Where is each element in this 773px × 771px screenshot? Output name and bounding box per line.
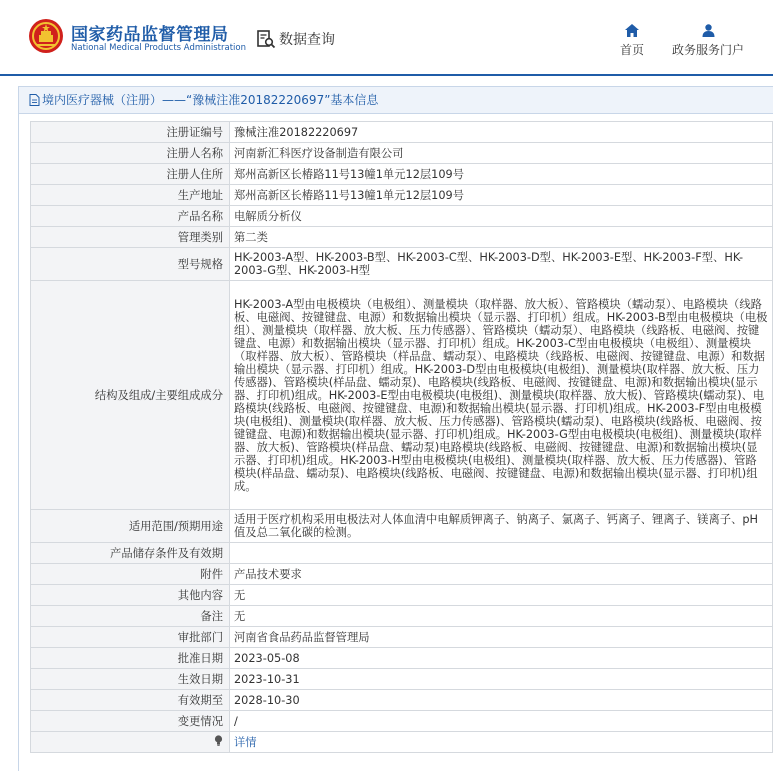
field-value: HK-2003-A型由电极模块（电极组）、测量模块（取样器、放大板）、管路模块（蠕动泵）、电路模块（线路板、电磁阀、按键键盘、电源）和数据输出模块（显示器、打印机）组成。HK-2003-B型由电极模块（电极组）、测量模块（取样器、放大板、压力传感器）、管路模块（蠕动泵）、电路模块（线路板、电磁阀、按键键盘、电源）和数据输出模块（显示器、打印机）组成。HK-2003-C型由电极模块（电极组）、测量模块（取样器、放大板）、管路模块（样品盘、蠕动泵）、电路模块（线路板、电磁阀、按键键盘、电源）和数据输出模块（显示器、打印机）组成。HK-2003-D型由电极模块(电极组)、测量模块(取样器、放大板、压力传感器)、管路模块(样品盘、蠕动泵)、电路模块(线路板、电磁阀、按键键盘、电源)和数据输出模块(显示器、打印机)组成。HK-2003-E型由电极模块(电极组)、测量模块(取样器、放大板)、管路模块(蠕动泵)、电路模块(线路板、电磁阀、按键键盘、电源)和数据输出模块(显示器、打印机)组成。HK-2003-F型由电极模块(电极组)、测量模块(取样器、放大板、压力传感器)、管路模块(蠕动泵)、电路模块(线路板、电磁阀、按键键盘、电源)和数据输出模块(显示器、打印机)组成。HK-2003-G型由电极模块(电极组)、测量模块(取样器、放大板)、管路模块(样品盘、蠕动泵)电路模块(线路板、电磁阀、按键键盘、电源)和数据输出模块(显示器、打印机)组成。HK-2003-H型由电极模块(电极组)、测量模块(取样器、放大板、压力传感器)、管路模块(样品盘、蠕动泵)、电路模块(线路板、电磁阀、按键键盘、电源)和数据输出模块(显示器、打印机)组成。 <box>230 281 773 510</box>
table-row <box>31 627 773 648</box>
user-icon <box>702 24 715 37</box>
field-value: 郑州高新区长椿路11号13幢1单元12层109号 <box>230 164 773 185</box>
field-value: HK-2003-A型、HK-2003-B型、HK-2003-C型、HK-2003-D型、HK-2003-E型、HK-2003-F型、HK-2003-G型、HK-2003-H型 <box>230 248 773 281</box>
site-name-cn[interactable]: 国家药品监督管理局 <box>71 25 229 45</box>
detail-link[interactable]: 详情 <box>234 735 257 749</box>
field-label: 变更情况 <box>31 711 230 732</box>
table-row <box>31 143 773 164</box>
table-row <box>31 510 773 543</box>
field-value: / <box>230 711 773 732</box>
search-doc-icon <box>256 29 276 49</box>
field-label: 备注 <box>31 606 230 627</box>
table-row <box>31 669 773 690</box>
field-label: 生效日期 <box>31 669 230 690</box>
nav-home-label: 首页 <box>619 43 644 57</box>
field-label: 管理类别 <box>31 227 230 248</box>
table-row <box>31 606 773 627</box>
field-label: 注册证编号 <box>31 122 230 143</box>
site-header <box>0 0 773 76</box>
field-label: 型号规格 <box>31 248 230 281</box>
table-row <box>31 585 773 606</box>
field-label: 有效期至 <box>31 690 230 711</box>
table-row <box>31 122 773 143</box>
table-row <box>31 711 773 732</box>
field-value: 2023-10-31 <box>230 669 773 690</box>
table-row <box>31 543 773 564</box>
panel-title <box>19 87 773 114</box>
table-row <box>31 281 773 510</box>
data-query-label: 数据查询 <box>279 32 335 48</box>
field-value: 适用于医疗机构采用电极法对人体血清中电解质钾离子、钠离子、氯离子、钙离子、锂离子、镁离子、pH值及总二氧化碳的检测。 <box>230 510 773 543</box>
field-label: 附件 <box>31 564 230 585</box>
panel-title-text: 境内医疗器械（注册）——“豫械注准20182220697”基本信息 <box>42 93 379 107</box>
field-value: 电解质分析仪 <box>230 206 773 227</box>
field-label: 审批部门 <box>31 627 230 648</box>
data-query-link[interactable] <box>256 29 335 49</box>
table-row <box>31 648 773 669</box>
table-row <box>31 185 773 206</box>
field-label: 其他内容 <box>31 585 230 606</box>
table-row <box>31 732 773 753</box>
field-value: 无 <box>230 606 773 627</box>
document-icon <box>29 94 40 106</box>
table-row <box>31 564 773 585</box>
field-value: 第二类 <box>230 227 773 248</box>
field-value: 2023-05-08 <box>230 648 773 669</box>
national-emblem-icon <box>28 18 64 54</box>
field-value: 河南省食品药品监督管理局 <box>230 627 773 648</box>
field-label: 产品名称 <box>31 206 230 227</box>
table-row <box>31 206 773 227</box>
field-label: 批准日期 <box>31 648 230 669</box>
home-icon <box>625 24 639 37</box>
info-table <box>30 121 773 753</box>
field-label: 产品储存条件及有效期 <box>31 543 230 564</box>
field-value: 2028-10-30 <box>230 690 773 711</box>
field-label: 结构及组成/主要组成成分 <box>31 281 230 510</box>
field-value: 郑州高新区长椿路11号13幢1单元12层109号 <box>230 185 773 206</box>
table-row <box>31 164 773 185</box>
field-label: 适用范围/预期用途 <box>31 510 230 543</box>
nav-gov-label: 政务服务门户 <box>671 43 744 57</box>
field-value: 无 <box>230 585 773 606</box>
field-label: 生产地址 <box>31 185 230 206</box>
nav-home[interactable] <box>615 24 649 58</box>
site-name-en[interactable]: National Medical Products Administration <box>71 43 246 53</box>
nav-gov-portal[interactable] <box>668 24 748 58</box>
lightbulb-icon <box>214 735 223 746</box>
field-value: 豫械注准20182220697 <box>230 122 773 143</box>
table-row <box>31 227 773 248</box>
field-label: 注册人名称 <box>31 143 230 164</box>
field-value: 产品技术要求 <box>230 564 773 585</box>
field-label: 注册人住所 <box>31 164 230 185</box>
table-row <box>31 248 773 281</box>
detail-cell <box>230 732 773 753</box>
field-value: 河南新汇科医疗设备制造有限公司 <box>230 143 773 164</box>
table-row <box>31 690 773 711</box>
field-value <box>230 543 773 564</box>
tip-cell <box>31 732 230 753</box>
